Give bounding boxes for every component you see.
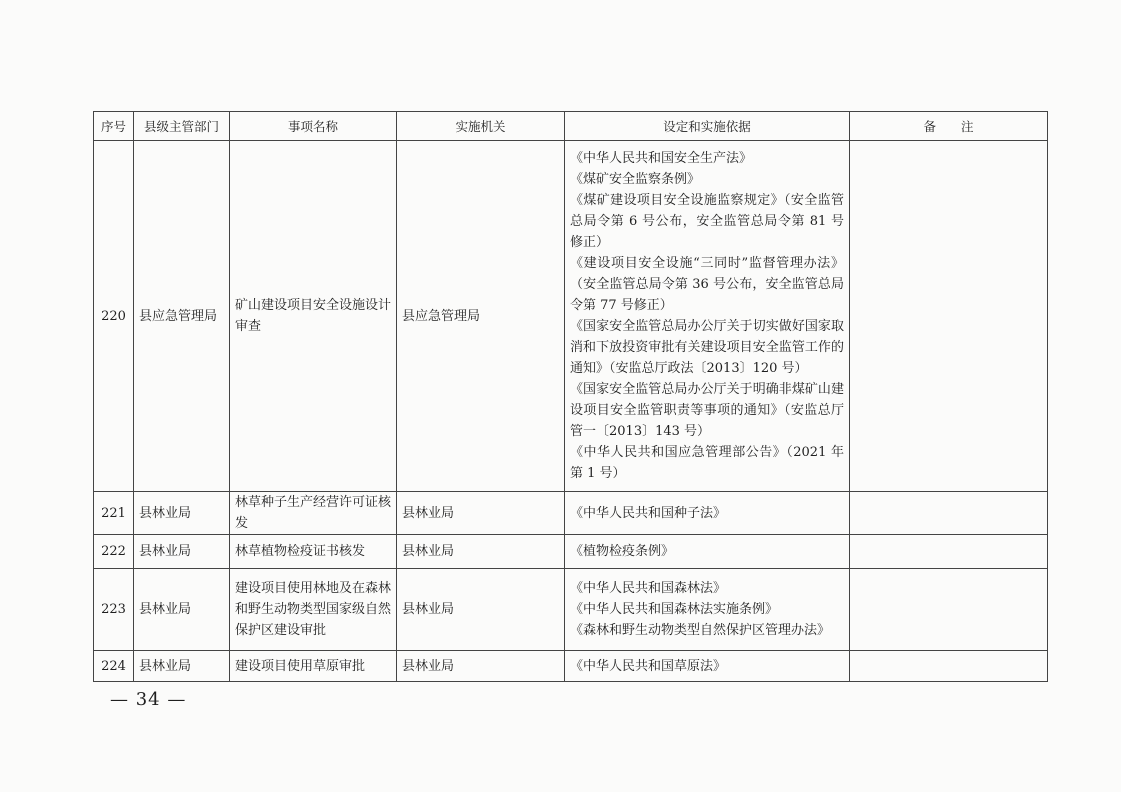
table-row <box>94 141 1048 492</box>
basis-entry: 《煤矿安全监察条例》 <box>570 172 701 187</box>
row-department: 县应急管理局 <box>134 141 230 492</box>
row-serial-number: 221 <box>94 492 134 535</box>
row-department: 县林业局 <box>134 651 230 682</box>
row-department: 县林业局 <box>134 492 230 535</box>
basis-entry: 《中华人民共和国森林法实施条例》 <box>570 602 779 617</box>
header-serial-number: 序号 <box>94 112 134 141</box>
header-agency: 实施机关 <box>397 112 565 141</box>
row-agency: 县应急管理局 <box>397 141 565 492</box>
row-basis <box>565 651 850 682</box>
row-agency: 县林业局 <box>397 492 565 535</box>
row-basis <box>565 492 850 535</box>
basis-entry: 《中华人民共和国安全生产法》 <box>570 151 753 166</box>
row-basis <box>565 535 850 569</box>
header-department: 县级主管部门 <box>134 112 230 141</box>
row-item-name: 建设项目使用林地及在森林和野生动物类型国家级自然保护区建设审批 <box>230 569 397 651</box>
basis-entry: 《中华人民共和国应急管理部公告》（2021 年第 1 号） <box>570 445 844 481</box>
row-basis <box>565 141 850 492</box>
table-row <box>94 651 1048 682</box>
table-row <box>94 535 1048 569</box>
table-row <box>94 569 1048 651</box>
row-agency: 县林业局 <box>397 569 565 651</box>
row-department: 县林业局 <box>134 535 230 569</box>
table-header-row <box>94 112 1048 141</box>
row-remarks <box>850 651 1048 682</box>
basis-entry: 《国家安全监管总局办公厅关于切实做好国家取消和下放投资审批有关建设项目安全监管工作的通知》（安监总厅政法〔2013〕120 号） <box>570 319 844 376</box>
page-number: — 34 — <box>110 689 187 710</box>
basis-entry: 《煤矿建设项目安全设施监察规定》（安全监管总局令第 6 号公布，安全监管总局令第 81 号修正） <box>570 193 844 250</box>
row-remarks <box>850 569 1048 651</box>
row-item-name: 林草植物检疫证书核发 <box>230 535 397 569</box>
basis-entry: 《建设项目安全设施“三同时”监督管理办法》（安全监管总局令第 36 号公布，安全监管总局令第 77 号修正） <box>570 256 844 313</box>
header-remarks: 备 注 <box>850 112 1048 141</box>
basis-entry: 《植物检疫条例》 <box>570 544 675 559</box>
row-serial-number: 224 <box>94 651 134 682</box>
row-agency: 县林业局 <box>397 535 565 569</box>
row-serial-number: 220 <box>94 141 134 492</box>
header-item-name: 事项名称 <box>230 112 397 141</box>
row-item-name: 林草种子生产经营许可证核发 <box>230 492 397 535</box>
row-agency: 县林业局 <box>397 651 565 682</box>
row-item-name: 建设项目使用草原审批 <box>230 651 397 682</box>
row-serial-number: 222 <box>94 535 134 569</box>
basis-entry: 《中华人民共和国种子法》 <box>570 505 727 521</box>
row-remarks <box>850 535 1048 569</box>
basis-entry: 《中华人民共和国草原法》 <box>570 658 727 674</box>
row-serial-number: 223 <box>94 569 134 651</box>
header-basis: 设定和实施依据 <box>565 112 850 141</box>
row-department: 县林业局 <box>134 569 230 651</box>
row-item-name: 矿山建设项目安全设施设计审查 <box>230 141 397 492</box>
row-basis <box>565 569 850 651</box>
basis-entry: 《森林和野生动物类型自然保护区管理办法》 <box>570 623 831 638</box>
row-remarks <box>850 492 1048 535</box>
row-remarks <box>850 141 1048 492</box>
basis-entry: 《国家安全监管总局办公厅关于明确非煤矿山建设项目安全监管职责等事项的通知》（安监总厅管一〔2013〕143 号） <box>570 382 844 439</box>
basis-entry: 《中华人民共和国森林法》 <box>570 581 727 596</box>
table-row <box>94 492 1048 535</box>
approval-items-table <box>93 111 1048 682</box>
